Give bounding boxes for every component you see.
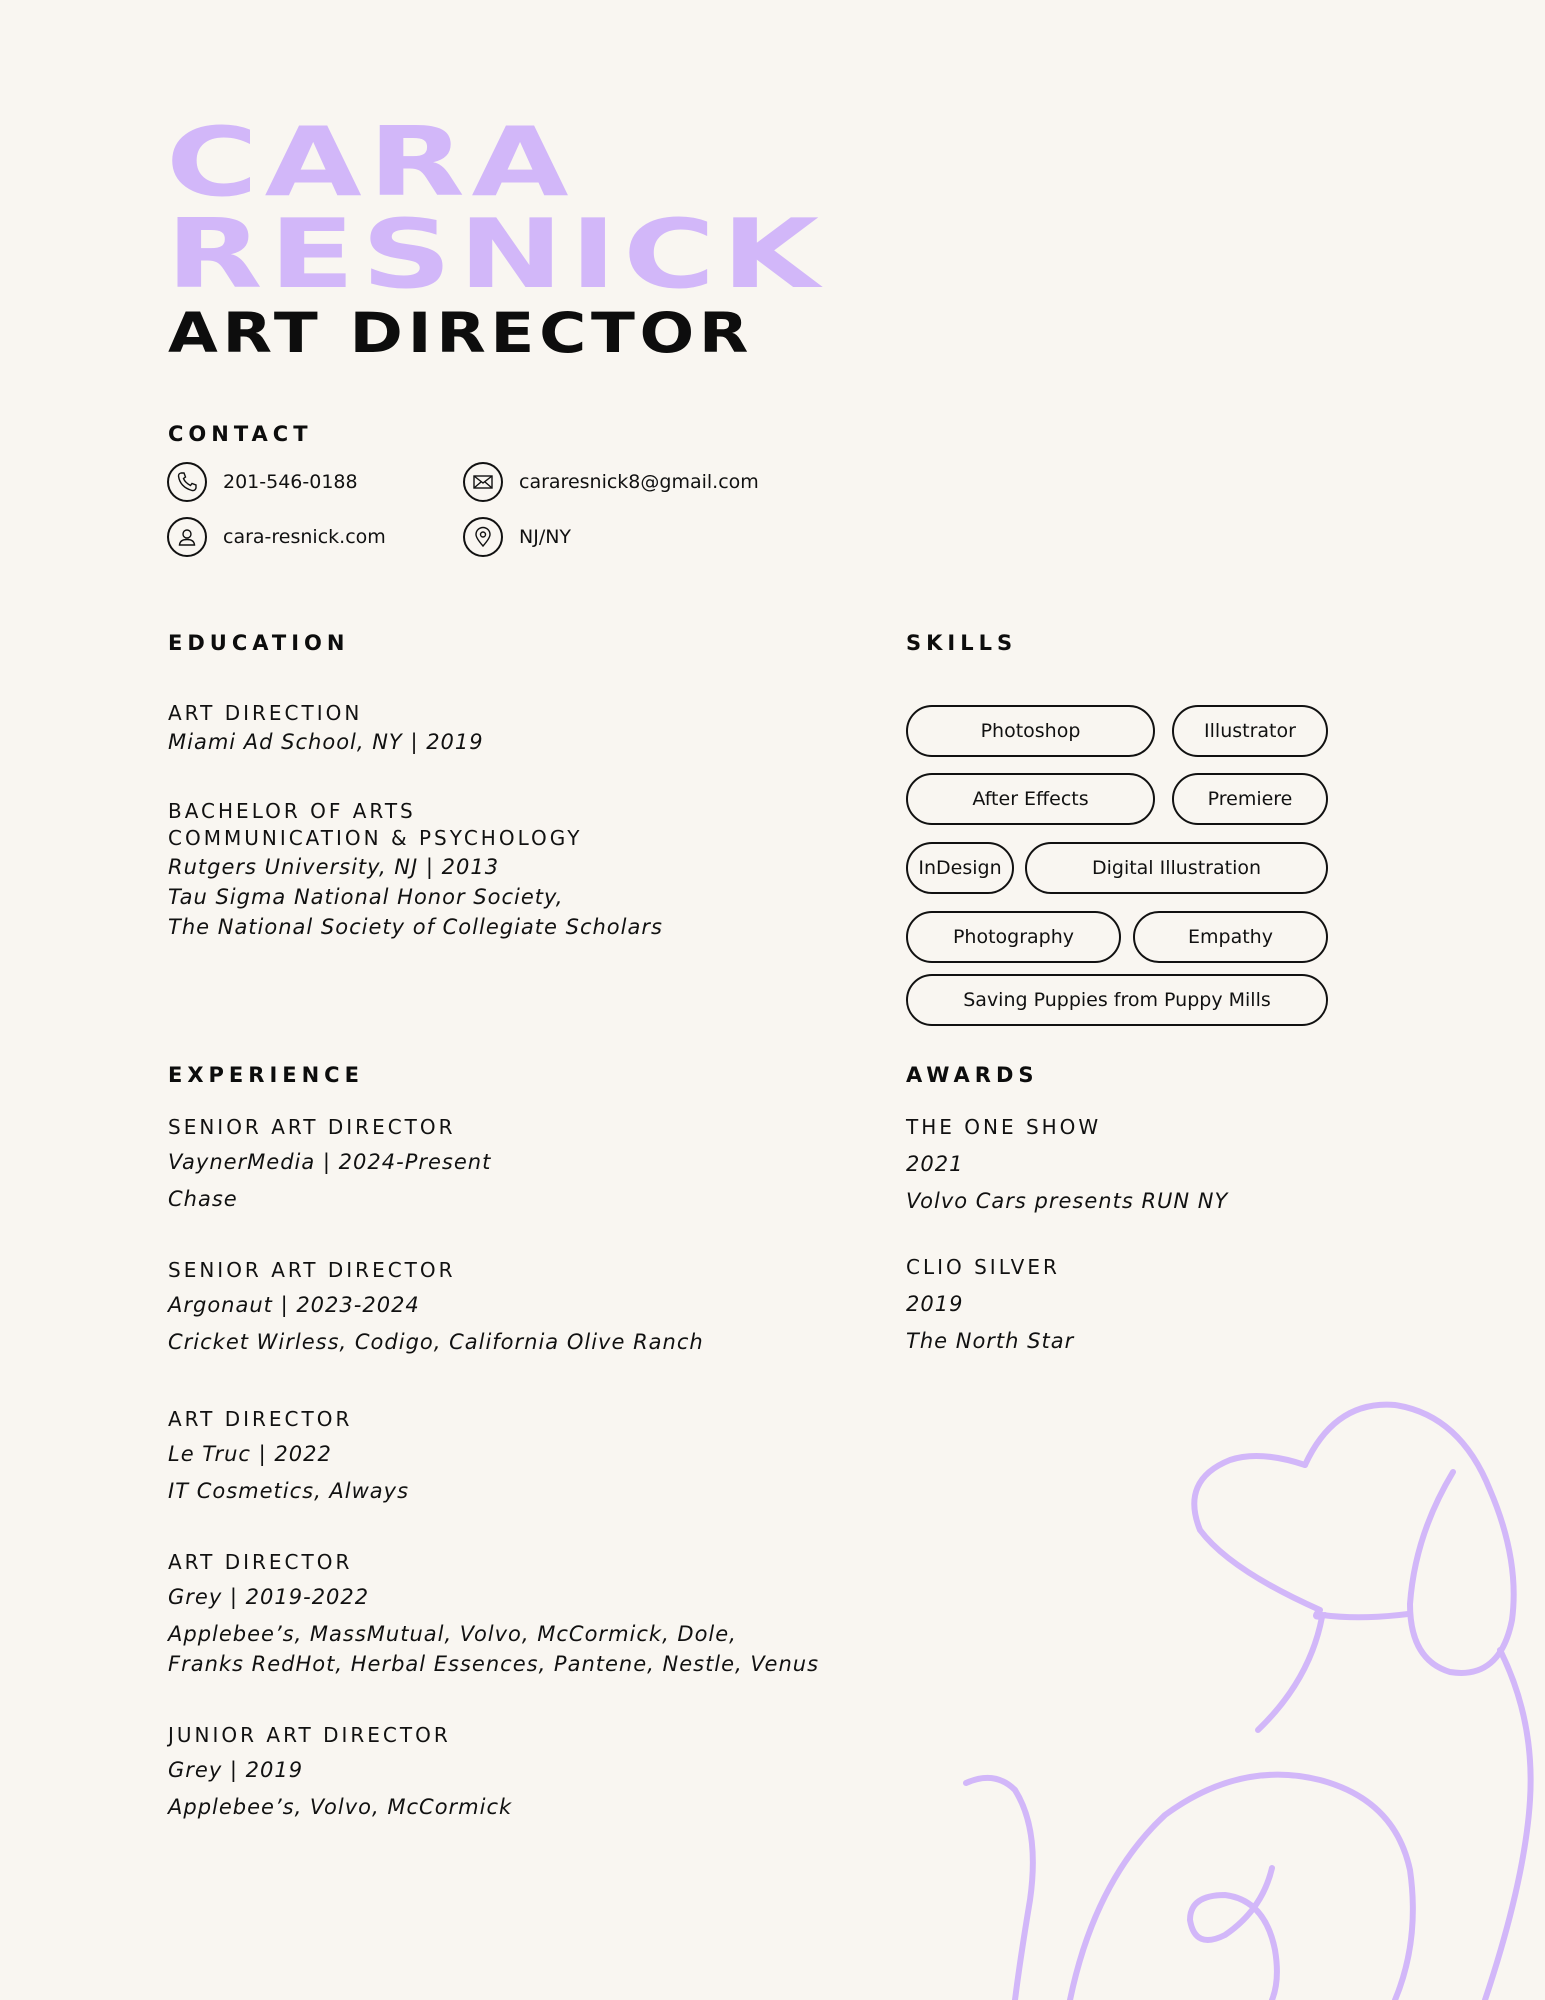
clients-line: Cricket Wirless, Codigo, California Olive Ranch [168,1330,704,1354]
website-url: cara-resnick.com [223,526,386,548]
award-work: The North Star [906,1329,1075,1353]
company-line: Le Truc | 2022 [168,1442,332,1466]
skill-pill: After Effects [906,773,1155,825]
school-line: Miami Ad School, NY | 2019 [168,730,484,754]
award-work: Volvo Cars presents RUN NY [906,1189,1229,1213]
skill-pill: Digital Illustration [1025,842,1328,894]
award-name: THE ONE SHOW [906,1115,1102,1139]
clients-line: Applebee’s, Volvo, McCormick [168,1795,513,1819]
education-heading: EDUCATION [168,631,350,655]
award-year: 2019 [906,1292,964,1316]
role-title: ART DIRECTOR [168,1550,353,1574]
skill-pill: Empathy [1133,911,1328,963]
degree-title: COMMUNICATION & PSYCHOLOGY [168,826,583,850]
award-name: CLIO SILVER [906,1255,1060,1279]
skill-pill: Premiere [1172,773,1328,825]
role-title: ART DIRECTOR [168,1407,353,1431]
first-name: CARA [166,108,576,218]
honors-line: Tau Sigma National Honor Society, [168,885,564,909]
company-line: VaynerMedia | 2024-Present [168,1150,492,1174]
phone-number: 201-546-0188 [223,471,358,493]
clients-line: Chase [168,1187,238,1211]
skill-pill: Saving Puppies from Puppy Mills [906,974,1328,1026]
job-title: ART DIRECTOR [168,301,754,365]
skill-pill: Photography [906,911,1121,963]
last-name: RESNICK [166,200,826,310]
company-line: Grey | 2019-2022 [168,1585,370,1609]
experience-heading: EXPERIENCE [168,1063,364,1087]
awards-heading: AWARDS [906,1063,1039,1087]
skills-heading: SKILLS [906,631,1018,655]
honors-line: The National Society of Collegiate Scholars [168,915,663,939]
company-line: Argonaut | 2023-2024 [168,1293,420,1317]
role-title: SENIOR ART DIRECTOR [168,1258,456,1282]
skill-pill: Photoshop [906,705,1155,757]
company-line: Grey | 2019 [168,1758,304,1782]
award-year: 2021 [906,1152,964,1176]
role-title: JUNIOR ART DIRECTOR [168,1723,451,1747]
email-address: cararesnick8@gmail.com [519,471,759,493]
role-title: SENIOR ART DIRECTOR [168,1115,456,1139]
degree-title: ART DIRECTION [168,701,363,725]
degree-title: BACHELOR OF ARTS [168,799,416,823]
school-line: Rutgers University, NJ | 2013 [168,855,500,879]
contact-heading: CONTACT [168,422,313,446]
location-text: NJ/NY [519,526,572,548]
skill-pill: Illustrator [1172,705,1328,757]
clients-line: IT Cosmetics, Always [168,1479,410,1503]
clients-line: Franks RedHot, Herbal Essences, Pantene, Nestle, Venus [168,1652,820,1676]
clients-line: Applebee’s, MassMutual, Volvo, McCormick, Dole, [168,1622,737,1646]
skill-pill: InDesign [906,842,1014,894]
